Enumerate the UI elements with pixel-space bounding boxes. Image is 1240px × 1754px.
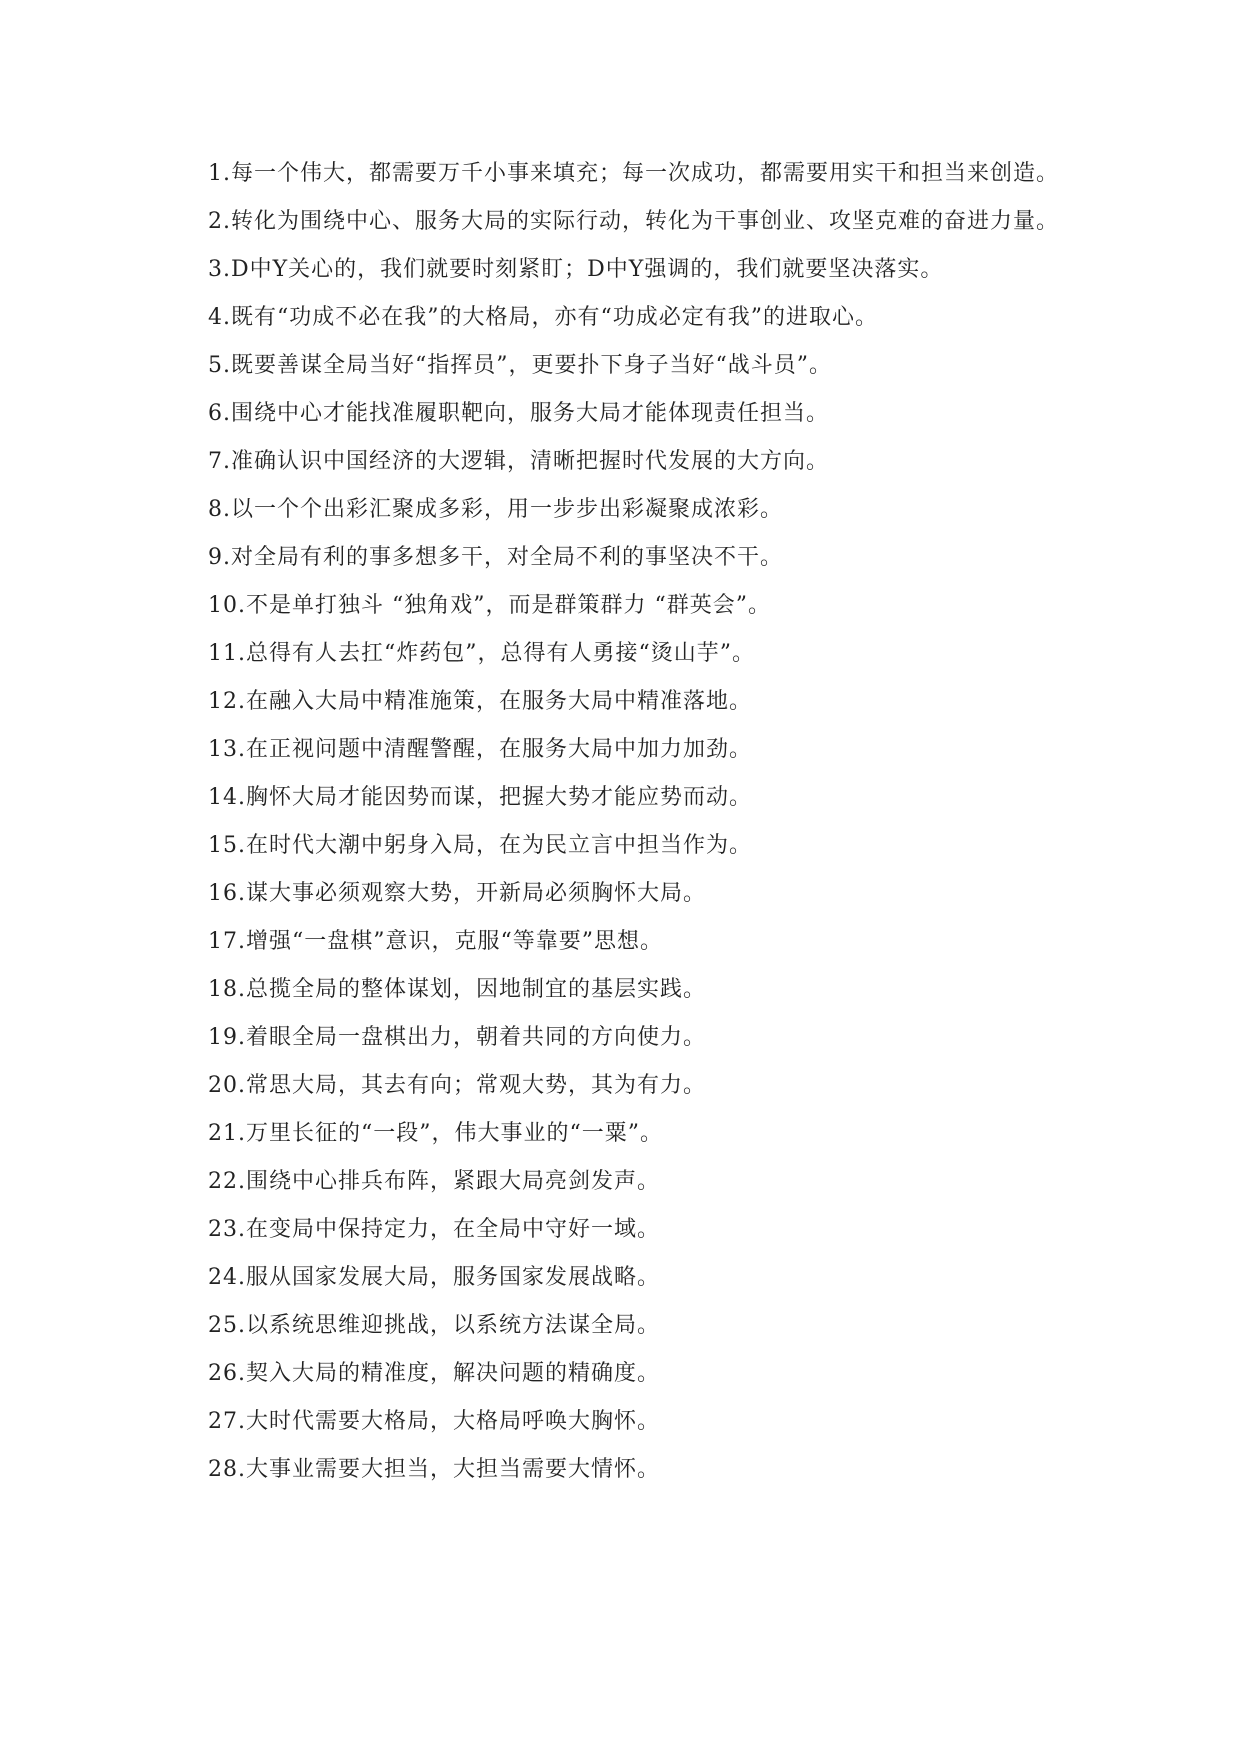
list-item: 10.不是单打独斗 “独角戏”，而是群策群力 “群英会”。	[208, 593, 771, 618]
list-item: 22.围绕中心排兵布阵，紧跟大局亮剑发声。	[208, 1169, 660, 1194]
list-item: 21.万里长征的“一段”，伟大事业的“一粟”。	[208, 1121, 663, 1146]
list-item: 1.每一个伟大，都需要万千小事来填充；每一次成功，都需要用实干和担当来创造。	[208, 161, 1059, 186]
document-body	[160, 158, 1093, 1502]
list-item: 3.D中Y关心的，我们就要时刻紧盯；D中Y强调的，我们就要坚决落实。	[208, 257, 944, 282]
list-item: 8.以一个个出彩汇聚成多彩，用一步步出彩凝聚成浓彩。	[208, 497, 783, 522]
list-item: 2.转化为围绕中心、服务大局的实际行动，转化为干事创业、攻坚克难的奋进力量。	[208, 209, 1059, 234]
list-item: 5.既要善谋全局当好“指挥员”，更要扑下身子当好“战斗员”。	[208, 353, 832, 378]
list-item: 28.大事业需要大担当，大担当需要大情怀。	[208, 1457, 660, 1482]
list-item: 6.围绕中心才能找准履职靶向，服务大局才能体现责任担当。	[208, 401, 829, 426]
list-item: 13.在正视问题中清醒警醒，在服务大局中加力加劲。	[208, 737, 752, 762]
list-item: 18.总揽全局的整体谋划，因地制宜的基层实践。	[208, 977, 706, 1002]
list-item: 11.总得有人去扛“炸药包”，总得有人勇接“烫山芋”。	[208, 641, 755, 666]
list-item: 26.契入大局的精准度，解决问题的精确度。	[208, 1361, 660, 1386]
list-item: 27.大时代需要大格局，大格局呼唤大胸怀。	[208, 1409, 660, 1434]
list-item: 14.胸怀大局才能因势而谋，把握大势才能应势而动。	[208, 785, 752, 810]
list-item: 16.谋大事必须观察大势，开新局必须胸怀大局。	[208, 881, 706, 906]
list-item: 7.准确认识中国经济的大逻辑，清晰把握时代发展的大方向。	[208, 449, 829, 474]
list-item: 24.服从国家发展大局，服务国家发展战略。	[208, 1265, 660, 1290]
list-item: 17.增强“一盘棋”意识，克服“等靠要”思想。	[208, 929, 663, 954]
list-item: 25.以系统思维迎挑战，以系统方法谋全局。	[208, 1313, 660, 1338]
list-item: 15.在时代大潮中躬身入局，在为民立言中担当作为。	[208, 833, 752, 858]
list-item: 19.着眼全局一盘棋出力，朝着共同的方向使力。	[208, 1025, 706, 1050]
list-item: 20.常思大局，其去有向；常观大势，其为有力。	[208, 1073, 706, 1098]
list-item: 4.既有“功成不必在我”的大格局，亦有“功成必定有我”的进取心。	[208, 305, 878, 330]
list-item: 12.在融入大局中精准施策，在服务大局中精准落地。	[208, 689, 752, 714]
list-item: 9.对全局有利的事多想多干，对全局不利的事坚决不干。	[208, 545, 783, 570]
list-item: 23.在变局中保持定力，在全局中守好一域。	[208, 1217, 660, 1242]
